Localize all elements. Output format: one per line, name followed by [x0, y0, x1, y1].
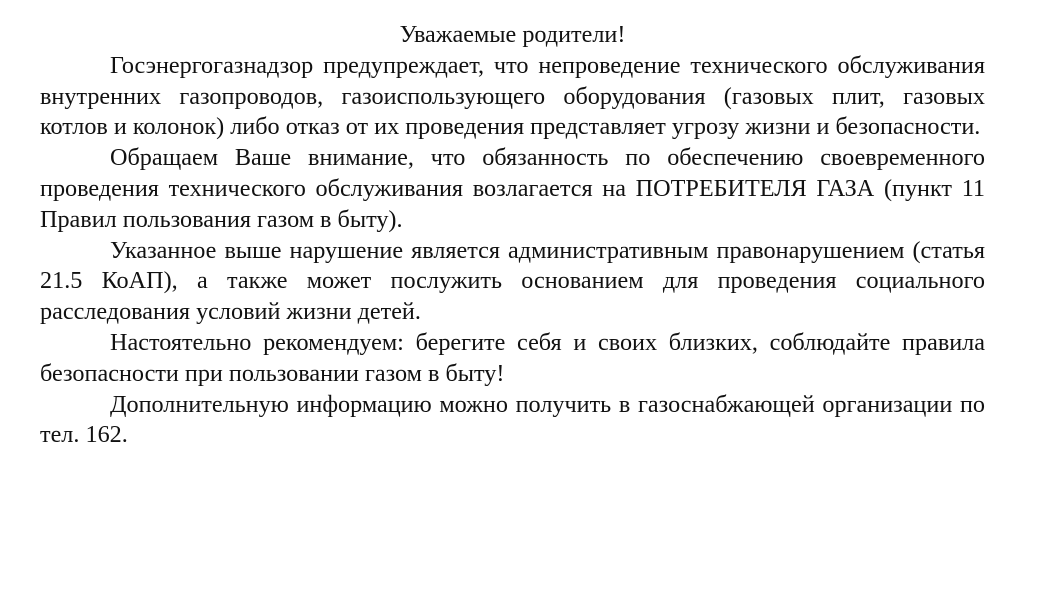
document-heading: Уважаемые родители!	[399, 21, 626, 48]
paragraph-obligation: Обращаем Ваше внимание, что обязанность по обеспечению своевременного проведения технического обслуживания возлагается на ПОТРЕБИТЕЛЯ ГАЗА (пункт 11 Правил пользования газом в быту).	[40, 144, 985, 233]
paragraph-violation: Указанное выше нарушение является административным правонарушением (статья 21.5 КоАП), а также может послужить основанием для проведения социального расследования условий жизни детей.	[40, 236, 985, 326]
document-page	[40, 20, 985, 451]
paragraph-warning: Госэнергогазнадзор предупреждает, что непроведение технического обслуживания внутренних газопроводов, газоиспользующего оборудования (газовых плит, газовых котлов и колонок) либо отказ от их проведения представляет угрозу жизни и безопасности.	[40, 51, 985, 141]
paragraph-contact: Дополнительную информацию можно получить в газоснабжающей организации по тел. 162.	[40, 390, 985, 449]
paragraph-recommendation: Настоятельно рекомендуем: берегите себя и своих близких, соблюдайте правила безопасности при пользовании газом в быту!	[40, 328, 985, 387]
